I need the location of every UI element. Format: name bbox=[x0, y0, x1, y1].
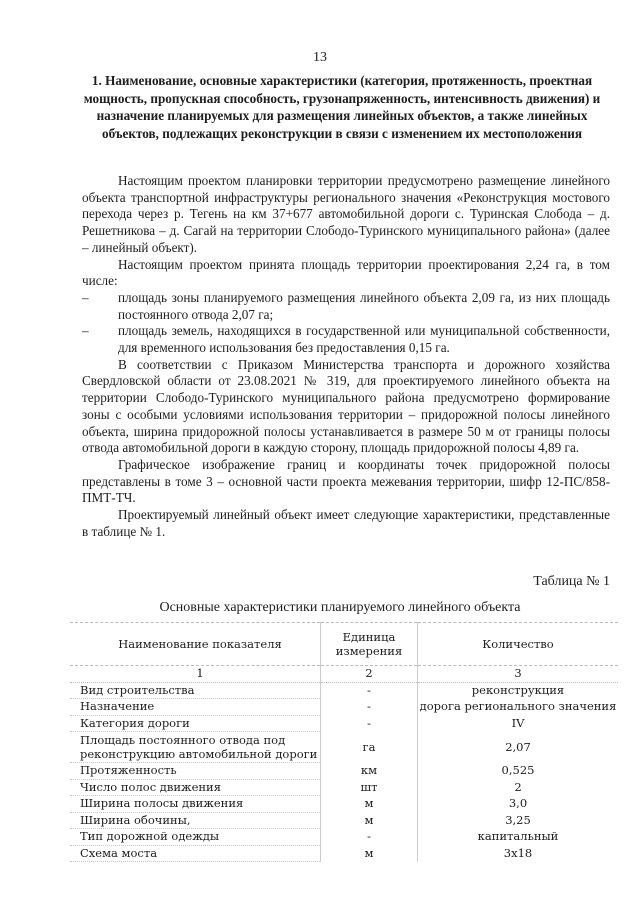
column-number: 1 bbox=[70, 666, 321, 683]
column-number-row bbox=[70, 666, 618, 683]
paragraph-area: Настоящим проектом принята площадь территории проектирования 2,24 га, в том числе: bbox=[82, 256, 610, 289]
table-row bbox=[70, 779, 618, 796]
body-text bbox=[82, 173, 610, 540]
table-row bbox=[70, 812, 618, 829]
header-unit: Единица измерения bbox=[321, 623, 418, 666]
row-unit: - bbox=[321, 699, 418, 716]
row-value: реконструкция bbox=[471, 683, 565, 697]
paragraph-intro: Настоящим проектом планировки территории предусмотрено размещение линейного объекта транспортной инфраструктуры регионального значения «Реконструкция мостового перехода через р. Тегень на км 37+677 автомобильной дороги с. Туринская Слобода – д. Решетникова – д. Сагай на территории Слободо-Туринского муниципального района» (далее – линейный объект). bbox=[82, 173, 610, 255]
page-number: 13 bbox=[313, 50, 327, 65]
row-unit: м bbox=[321, 796, 418, 813]
row-value: 3x18 bbox=[503, 845, 533, 860]
row-value: дорога регионального значения bbox=[419, 699, 617, 714]
row-name: Категория дороги bbox=[70, 715, 321, 732]
row-unit: шт bbox=[321, 779, 418, 796]
row-name: Площадь постоянного отвода под реконструкцию автомобильной дороги bbox=[70, 732, 321, 763]
bullet-text-zone-area: площадь зоны планируемого размещения линейного объекта 2,09 га, из них площадь постоянного отвода 2,07 га; bbox=[118, 289, 610, 322]
row-unit: га bbox=[321, 732, 418, 763]
paragraph-roadside-strip: В соответствии с Приказом Министерства транспорта и дорожного хозяйства Свердловской области от 23.08.2021 № 319, для проектируемого линейного объекта на территории Слободо-Туринского муниципального района предусмотрено формирование зоны с особыми условиями использования территории – придорожной полосы линейного объекта, ширина придорожной полосы устанавливается в размере 50 м от границы полосы отвода автомобильной дороги в каждую сторону, площадь придорожной полосы 4,89 га. bbox=[82, 356, 610, 456]
row-value: 2 bbox=[514, 779, 522, 794]
row-value: 2,07 bbox=[505, 740, 531, 754]
header-indicator-name: Наименование показателя bbox=[70, 623, 321, 666]
row-unit: - bbox=[321, 682, 418, 699]
table-header-row bbox=[70, 623, 618, 666]
table-row bbox=[70, 829, 618, 846]
row-unit: м bbox=[321, 845, 418, 862]
table-row bbox=[70, 763, 618, 780]
row-name: Вид строительства bbox=[70, 682, 321, 699]
row-name: Ширина полосы движения bbox=[70, 796, 321, 813]
characteristics-table bbox=[70, 622, 618, 862]
row-name: Тип дорожной одежды bbox=[70, 829, 321, 846]
table-title: Основные характеристики планируемого линейного объекта bbox=[159, 600, 521, 615]
header-quantity: Количество bbox=[418, 623, 619, 666]
table-row bbox=[70, 796, 618, 813]
row-name: Назначение bbox=[70, 699, 321, 716]
row-unit: м bbox=[321, 812, 418, 829]
column-number: 3 bbox=[418, 666, 619, 683]
paragraph-characteristics: Проектируемый линейный объект имеет следующие характеристики, представленные в таблице № 1. bbox=[82, 507, 610, 539]
table-row bbox=[70, 732, 618, 763]
table-row bbox=[70, 699, 618, 716]
row-name: Ширина обочины, bbox=[70, 812, 321, 829]
row-value: 3,25 bbox=[505, 812, 531, 827]
row-unit: км bbox=[321, 763, 418, 780]
bullet-text-temporary-use: площадь земель, находящихся в государственной или муниципальной собственности, для временного использования без предоставления 0,15 га. bbox=[118, 323, 610, 356]
row-name: Число полос движения bbox=[70, 779, 321, 796]
paragraph-graphics: Графическое изображение границ и координаты точек придорожной полосы представлены в томе 3 – основной части проекта межевания территории, шифр 12-ПС/858-ПМТ-ТЧ. bbox=[82, 456, 610, 506]
bullet-item bbox=[82, 323, 610, 356]
bullet-item bbox=[82, 290, 610, 323]
table-row bbox=[70, 845, 618, 862]
row-value: 3,0 bbox=[508, 796, 528, 811]
row-unit: - bbox=[321, 715, 418, 732]
bullet-dash: – bbox=[82, 289, 89, 305]
table-row bbox=[70, 715, 618, 732]
column-number: 2 bbox=[321, 666, 418, 683]
section-heading: 1. Наименование, основные характеристики (категория, протяженность, проектная мощность, пропускная способность, грузонапряженность, интенсивность движения) и назначение планируемых для размещения линейных объектов, а также линейных объектов, подлежащих реконструкции в связи с изменением их местоположения bbox=[83, 73, 601, 141]
row-value: 0,525 bbox=[501, 763, 535, 778]
bullet-dash: – bbox=[82, 323, 89, 339]
table-row bbox=[70, 682, 618, 699]
row-value: капитальный bbox=[477, 829, 559, 844]
row-value: IV bbox=[511, 715, 525, 730]
row-unit: - bbox=[321, 829, 418, 846]
table-caption: Таблица № 1 bbox=[533, 574, 610, 589]
row-name: Схема моста bbox=[70, 845, 321, 862]
row-name: Протяженность bbox=[70, 763, 321, 780]
